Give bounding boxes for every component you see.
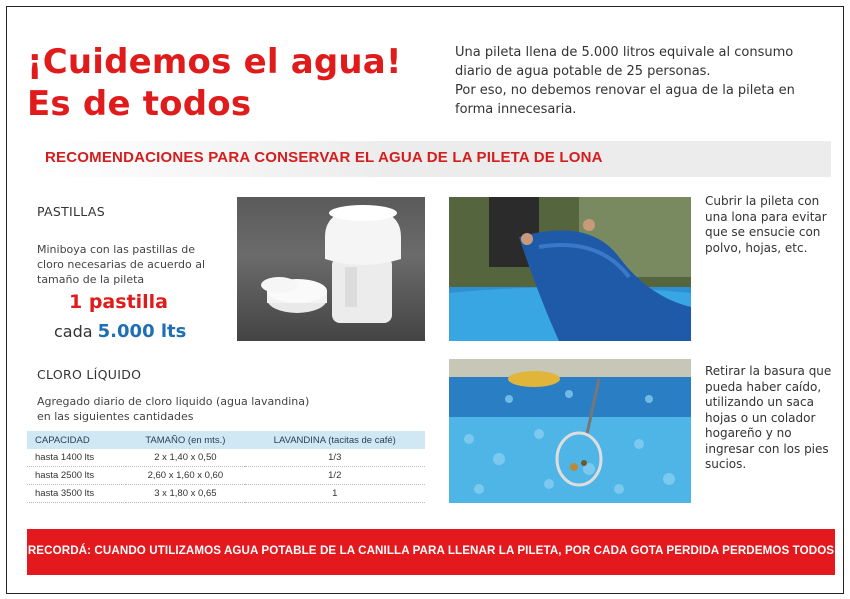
tip-line: polvo, hojas, etc.: [705, 240, 808, 255]
cloro-heading: CLORO LÍQUIDO: [37, 367, 142, 382]
recommendations-title: RECOMENDACIONES PARA CONSERVAR EL AGUA DE LA PILETA DE LONA: [45, 149, 603, 166]
desc-line: Agregado diario de cloro liquido (agua lavandina): [37, 395, 310, 408]
desc-line: cloro necesarias de acuerdo al: [37, 258, 206, 271]
table-header-row: [27, 431, 425, 449]
table-cell: hasta 2500 lts: [35, 470, 95, 481]
column-header: LAVANDINA (tacitas de café): [245, 431, 426, 449]
table-row: [27, 449, 425, 467]
table-row: [27, 485, 425, 503]
rate-value: 5.000 lts: [97, 321, 187, 342]
tip-line: sucios.: [705, 457, 747, 471]
title-line-2: Es de todos: [27, 84, 252, 124]
desc-line: en las siguientes cantidades: [37, 410, 194, 423]
intro-text: [455, 43, 815, 119]
tip-line: utilizando un saca: [705, 395, 814, 409]
title-line-1: ¡Cuidemos el agua!: [27, 42, 402, 82]
pastillas-heading: PASTILLAS: [37, 204, 105, 219]
cloro-description: [37, 394, 309, 424]
chlorine-table: [27, 431, 425, 503]
recommendations-band: [31, 141, 831, 177]
page-title: [27, 41, 402, 125]
table-cell: 1/3: [328, 452, 342, 463]
table-cell: 3 x 1,80 x 0,65: [154, 488, 217, 499]
table-cell: 2 x 1,40 x 0,50: [154, 452, 217, 463]
table-cell: 2,60 x 1,60 x 0,60: [147, 470, 224, 481]
intro-line: diario de agua potable de 25 personas.: [455, 64, 711, 79]
intro-line: Por eso, no debemos renovar el agua de la pileta en: [455, 83, 795, 98]
table-cell: 1: [332, 488, 338, 499]
intro-line: forma innecesaria.: [455, 102, 577, 117]
tip-line: una lona para evitar: [705, 209, 827, 224]
pool-cover-photo: [449, 197, 691, 341]
desc-line: tamaño de la pileta: [37, 273, 145, 286]
table-row: [27, 467, 425, 485]
footer-banner: [27, 529, 835, 575]
footer-message: RECORDÁ: CUANDO UTILIZAMOS AGUA POTABLE DE LA CANILLA PARA LLENAR LA PILETA, POR CADA GOTA PERDIDA PERDEMOS TODOS: [27, 544, 835, 557]
tip-line: que se ensucie con: [705, 225, 821, 239]
chlorine-buoy-photo: [237, 197, 425, 341]
table-cell: hasta 3500 lts: [35, 488, 95, 499]
tip-line: hogareño y no: [705, 426, 792, 440]
tip-line: Retirar la basura que: [705, 364, 832, 378]
pastilla-amount: 1 pastilla: [69, 291, 169, 313]
trash-tip: [705, 364, 831, 473]
desc-line: Miniboya con las pastillas de: [37, 243, 195, 256]
poster: [6, 6, 844, 594]
tip-line: hojas o un colador: [705, 410, 816, 425]
rate-prefix: cada: [54, 322, 93, 341]
intro-line: Una pileta llena de 5.000 litros equivale al consumo: [455, 45, 794, 60]
tip-line: ingresar con los pies: [705, 441, 829, 456]
pastillas-description: [37, 242, 205, 287]
tip-line: Cubrir la pileta con: [705, 194, 820, 208]
pool-skimmer-photo: [449, 359, 691, 503]
table-cell: 1/2: [328, 470, 342, 481]
table-cell: hasta 1400 lts: [35, 452, 95, 463]
column-header: CAPACIDAD: [27, 431, 126, 449]
pastilla-rate: [54, 321, 186, 342]
column-header: TAMAÑO (en mts.): [126, 431, 244, 449]
cover-tip: [705, 194, 827, 256]
tip-line: pueda haber caído,: [705, 379, 822, 394]
